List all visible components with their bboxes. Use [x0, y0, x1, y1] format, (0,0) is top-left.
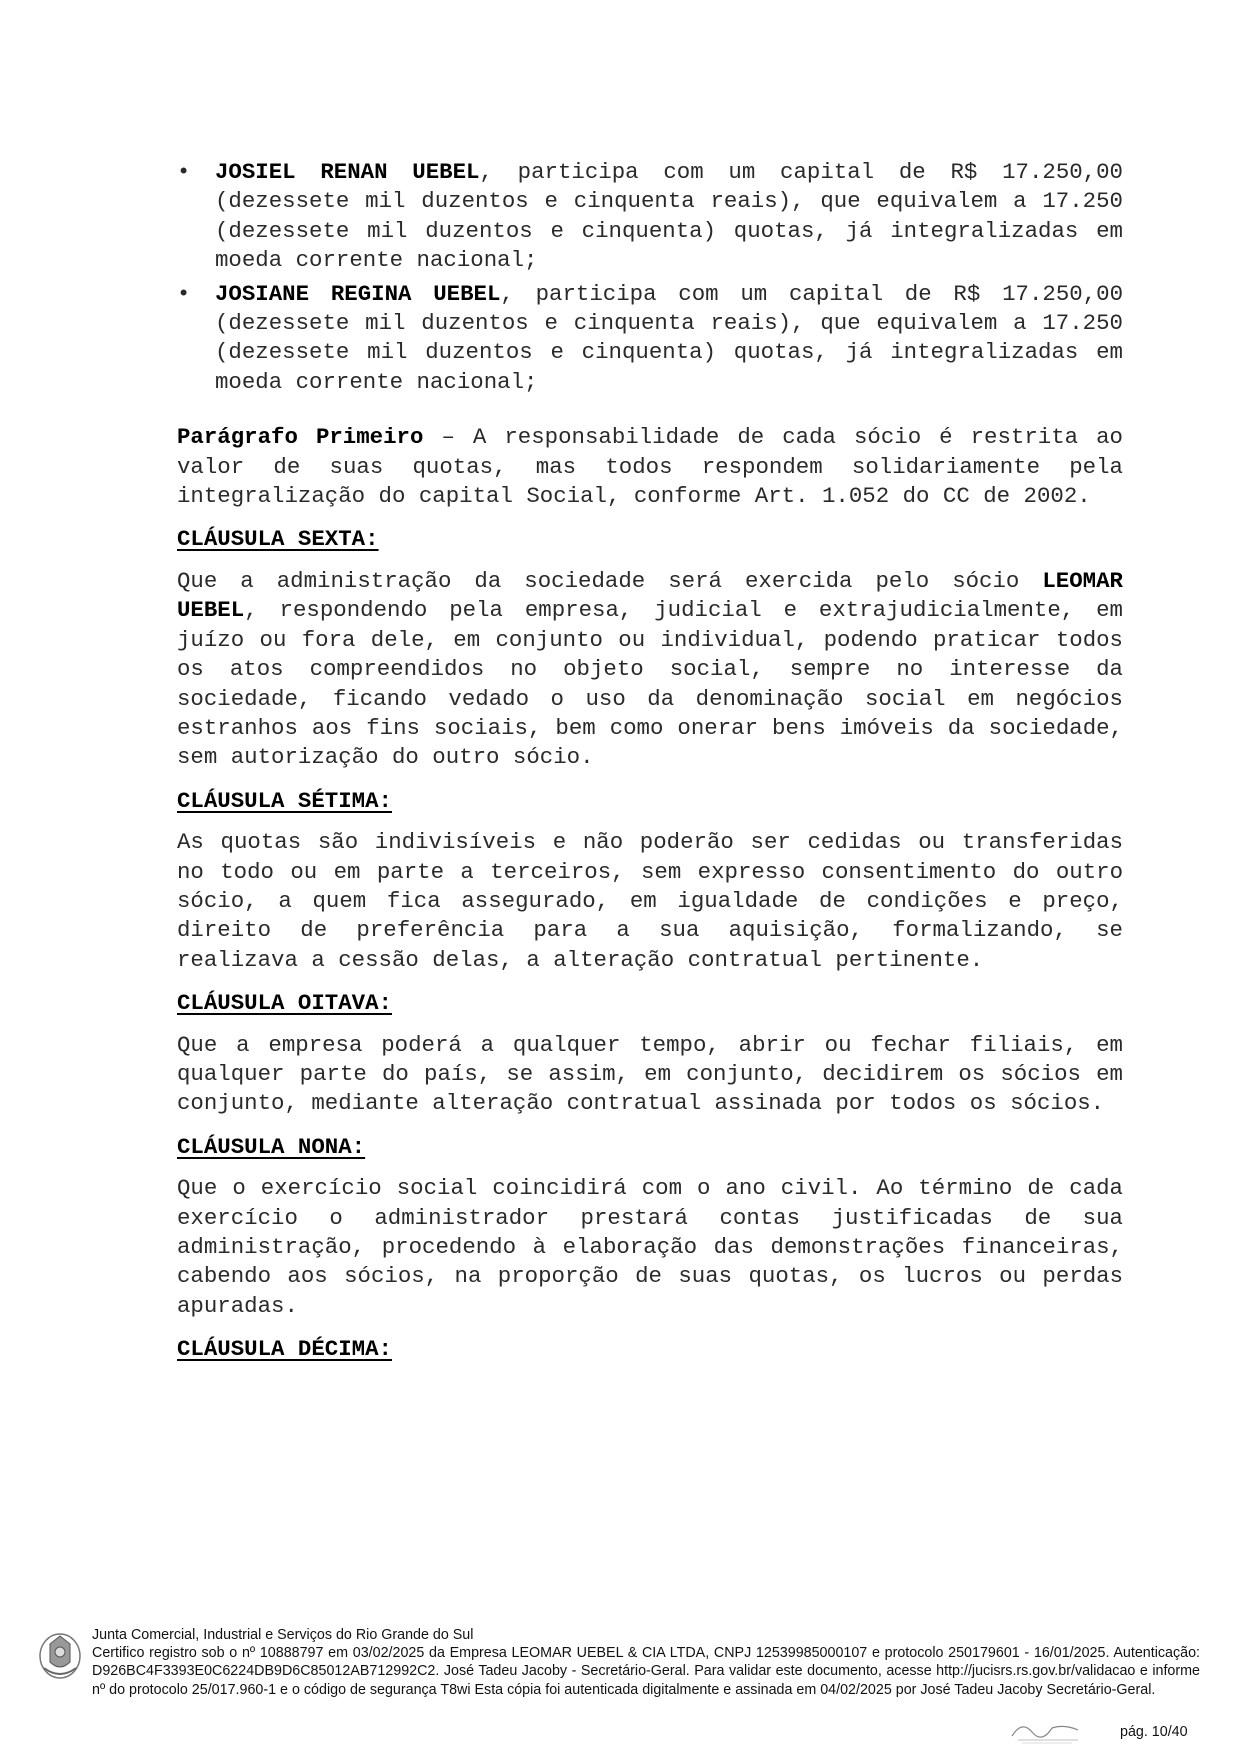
clause-setima-text: As quotas são indivisíveis e não poderão ser cedidas ou transferidas no todo ou em parte a terceiros, sem expresso consentimento do outro sócio, a quem fica assegurado, em igualdade de condições e preço, direito de preferência para a sua aquisição, formalizando, se realizava a cessão delas, a alteração contratual pertinente. — [177, 829, 1123, 973]
shareholder-list — [177, 158, 1123, 397]
clause-sexta-text — [177, 567, 1123, 773]
clause-oitava-text: Que a empresa poderá a qualquer tempo, abrir ou fechar filiais, em qualquer parte do país, se assim, em conjunto, decidirem os sócios em conjunto, mediante alteração contratual assinada por todos os sócios. — [177, 1031, 1123, 1117]
contract-body — [177, 158, 1123, 1377]
list-item — [177, 280, 1123, 398]
clause-setima-heading: CLÁUSULA SÉTIMA: — [177, 787, 392, 814]
agency-name: Junta Comercial, Industrial e Serviços do Rio Grande do Sul — [92, 1627, 474, 1643]
certificate-text: Certifico registro sob o nº 10888797 em 03/02/2025 da Empresa LEOMAR UEBEL & CIA LTDA, CNPJ 12539985000107 e protocolo 250179601 - 16/01/2025. Autenticação: D926BC4F3393E0C6224DB9D6C85012AB712992C2. José Tadeu Jacoby - Secretário-Geral. Para validar este documento, acesse http://jucisrs.rs.gov.br/validacao e informe nº do protocolo 25/017.960-1 e o código de segurança T8wi Esta cópia foi autenticada digitalmente e assinada em 04/02/2025 por José Tadeu Jacoby Secretário-Geral. — [92, 1645, 1200, 1698]
clause-nona-heading: CLÁUSULA NONA: — [177, 1133, 366, 1160]
bullet-icon: • — [177, 160, 191, 185]
clause-nona-text: Que o exercício social coincidirá com o ano civil. Ao término de cada exercício o administrador prestará contas justificadas de sua administração, procedendo à elaboração das demonstrações financeiras, cabendo aos sócios, na proporção de suas quotas, os lucros ou perdas apuradas. — [177, 1175, 1123, 1319]
list-item — [177, 158, 1123, 276]
shareholder-name: JOSIEL RENAN UEBEL — [215, 159, 480, 185]
clause-oitava-heading: CLÁUSULA OITAVA: — [177, 990, 392, 1017]
shareholder-name: JOSIANE REGINA UEBEL — [215, 280, 501, 307]
page-number: pág. 10/40 — [1120, 1724, 1188, 1740]
authentication-footer — [92, 1626, 1200, 1699]
clause-decima-heading: CLÁUSULA DÉCIMA: — [177, 1336, 392, 1363]
paragraph-label: Parágrafo Primeiro — [177, 424, 424, 451]
bullet-icon: • — [177, 281, 191, 307]
paragrafo-primeiro — [177, 423, 1123, 511]
clause-text-before: Que a administração da sociedade será exercida pelo sócio — [177, 567, 1043, 594]
clause-text-after: , respondendo pela empresa, judicial e extrajudicialmente, em juízo ou fora dele, em conjunto ou individual, podendo praticar todos os atos compreendidos no objeto social, sempre no interesse da sociedade, ficando vedado o uso da denominação social em negócios estranhos aos fins sociais, bem como onerar bens imóveis da sociedade, sem autorização do outro sócio. — [177, 597, 1123, 771]
shareholder-text: , participa com um capital de R$ 17.250,00 (dezessete mil duzentos e cinquenta reais), que equivalem a 17.250 (dezessete mil duzentos e cinquenta) quotas, já integralizadas em moeda corrente nacional; — [215, 280, 1123, 395]
administrator-name: LEOMAR UEBEL — [177, 567, 1123, 624]
clause-sexta-heading: CLÁUSULA SEXTA: — [177, 526, 379, 553]
paragraph-text: – A responsabilidade de cada sócio é restrita ao valor de suas quotas, mas todos respondem solidariamente pela integralização do capital Social, conforme Art. 1.052 do CC de 2002. — [177, 424, 1123, 510]
state-seal-icon — [36, 1628, 84, 1682]
signature-icon — [1008, 1716, 1088, 1746]
shareholder-text: , participa com um capital de R$ 17.250,00 (dezessete mil duzentos e cinquenta reais), que equivalem a 17.250 (dezessete mil duzentos e cinquenta) quotas, já integralizadas em moeda corrente nacional; — [215, 159, 1123, 274]
